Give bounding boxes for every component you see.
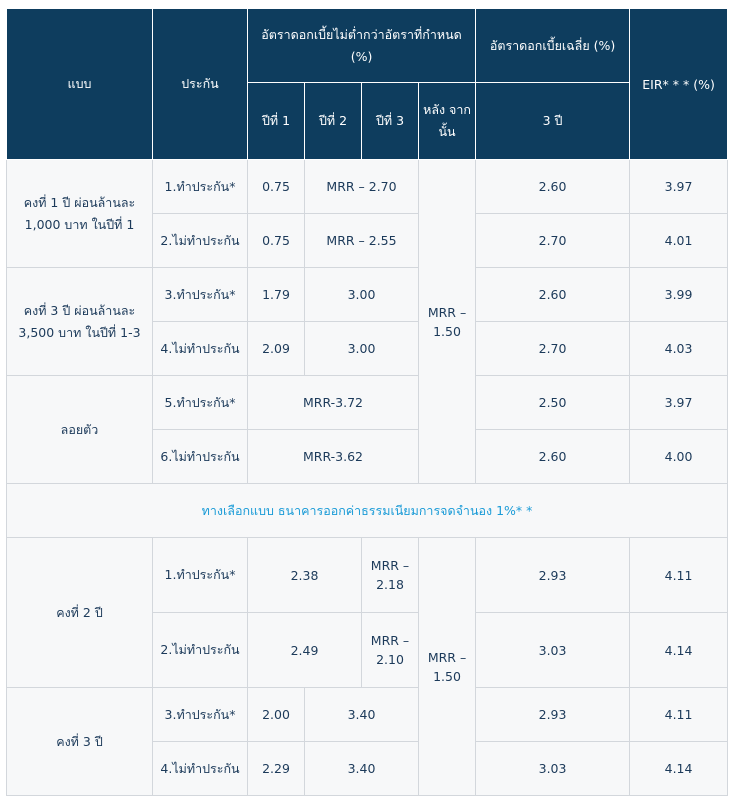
avg-rate: 2.93 — [476, 688, 630, 742]
rate-year-2-3: 3.40 — [305, 688, 419, 742]
plan-fixed-1-year: คงที่ 1 ปี ผ่อนล้านละ 1,000 บาท ในปีที่ 1 — [7, 160, 153, 268]
rate-year-2-3: 3.40 — [305, 742, 419, 796]
insurance-cell: 3.ทำประกัน* — [153, 268, 248, 322]
eir-value: 4.03 — [630, 322, 728, 376]
header-year-2: ปีที่ 2 — [305, 83, 362, 160]
eir-value: 4.11 — [630, 538, 728, 613]
header-min-rate: อัตราดอกเบี้ยไม่ต่ำกว่าอัตราที่กำหนด (%) — [248, 9, 476, 83]
header-avg-rate: อัตราดอกเบี้ยเฉลี่ย (%) — [476, 9, 630, 83]
insurance-cell: 6.ไม่ทำประกัน — [153, 430, 248, 484]
table-row — [7, 268, 728, 322]
avg-rate: 2.70 — [476, 322, 630, 376]
rate-year-1: 2.09 — [248, 322, 305, 376]
eir-value: 4.11 — [630, 688, 728, 742]
rate-after-section-1: MRR – 1.50 — [419, 160, 476, 484]
eir-value: 3.99 — [630, 268, 728, 322]
rate-year-1-3: MRR-3.72 — [248, 376, 419, 430]
table-row — [7, 538, 728, 613]
rate-year-2-3: 3.00 — [305, 322, 419, 376]
header-row-1 — [7, 9, 728, 83]
rate-year-2-3: 3.00 — [305, 268, 419, 322]
rate-year-2-3: MRR – 2.70 — [305, 160, 419, 214]
plan-fixed-3-year-fee: คงที่ 3 ปี — [7, 688, 153, 796]
notice-row — [7, 484, 728, 538]
interest-rate-table — [6, 8, 728, 796]
avg-rate: 3.03 — [476, 742, 630, 796]
avg-rate: 2.70 — [476, 214, 630, 268]
table-row — [7, 376, 728, 430]
avg-rate: 2.60 — [476, 160, 630, 214]
rate-year-1-3: MRR-3.62 — [248, 430, 419, 484]
rate-year-2-3: MRR – 2.55 — [305, 214, 419, 268]
table-row — [7, 160, 728, 214]
avg-rate: 3.03 — [476, 613, 630, 688]
eir-value: 3.97 — [630, 160, 728, 214]
eir-value: 4.14 — [630, 613, 728, 688]
insurance-cell: 1.ทำประกัน* — [153, 538, 248, 613]
insurance-cell: 2.ไม่ทำประกัน — [153, 613, 248, 688]
insurance-cell: 3.ทำประกัน* — [153, 688, 248, 742]
insurance-cell: 2.ไม่ทำประกัน — [153, 214, 248, 268]
rate-year-1: 2.00 — [248, 688, 305, 742]
rate-year-1: 2.29 — [248, 742, 305, 796]
header-after: หลัง จากนั้น — [419, 83, 476, 160]
header-eir: EIR* * * (%) — [630, 9, 728, 160]
header-three-years: 3 ปี — [476, 83, 630, 160]
insurance-cell: 1.ทำประกัน* — [153, 160, 248, 214]
rate-year-1-2: 2.49 — [248, 613, 362, 688]
header-year-1: ปีที่ 1 — [248, 83, 305, 160]
avg-rate: 2.93 — [476, 538, 630, 613]
plan-floating: ลอยตัว — [7, 376, 153, 484]
header-year-3: ปีที่ 3 — [362, 83, 419, 160]
header-insurance: ประกัน — [153, 9, 248, 160]
avg-rate: 2.60 — [476, 430, 630, 484]
fee-notice: ทางเลือกแบบ ธนาคารออกค่าธรรมเนียมการจดจำนอง 1%* * — [7, 484, 728, 538]
avg-rate: 2.60 — [476, 268, 630, 322]
plan-fixed-2-year: คงที่ 2 ปี — [7, 538, 153, 688]
insurance-cell: 4.ไม่ทำประกัน — [153, 742, 248, 796]
rate-year-3: MRR – 2.10 — [362, 613, 419, 688]
insurance-cell: 5.ทำประกัน* — [153, 376, 248, 430]
rate-year-1: 1.79 — [248, 268, 305, 322]
eir-value: 4.14 — [630, 742, 728, 796]
rate-year-1-2: 2.38 — [248, 538, 362, 613]
insurance-cell: 4.ไม่ทำประกัน — [153, 322, 248, 376]
eir-value: 4.01 — [630, 214, 728, 268]
eir-value: 3.97 — [630, 376, 728, 430]
rate-year-1: 0.75 — [248, 214, 305, 268]
rate-year-1: 0.75 — [248, 160, 305, 214]
eir-value: 4.00 — [630, 430, 728, 484]
rate-year-3: MRR – 2.18 — [362, 538, 419, 613]
rate-after-section-2: MRR – 1.50 — [419, 538, 476, 796]
plan-fixed-3-year: คงที่ 3 ปี ผ่อนล้านละ 3,500 บาท ในปีที่ 1-3 — [7, 268, 153, 376]
avg-rate: 2.50 — [476, 376, 630, 430]
table-row — [7, 688, 728, 742]
header-type: แบบ — [7, 9, 153, 160]
